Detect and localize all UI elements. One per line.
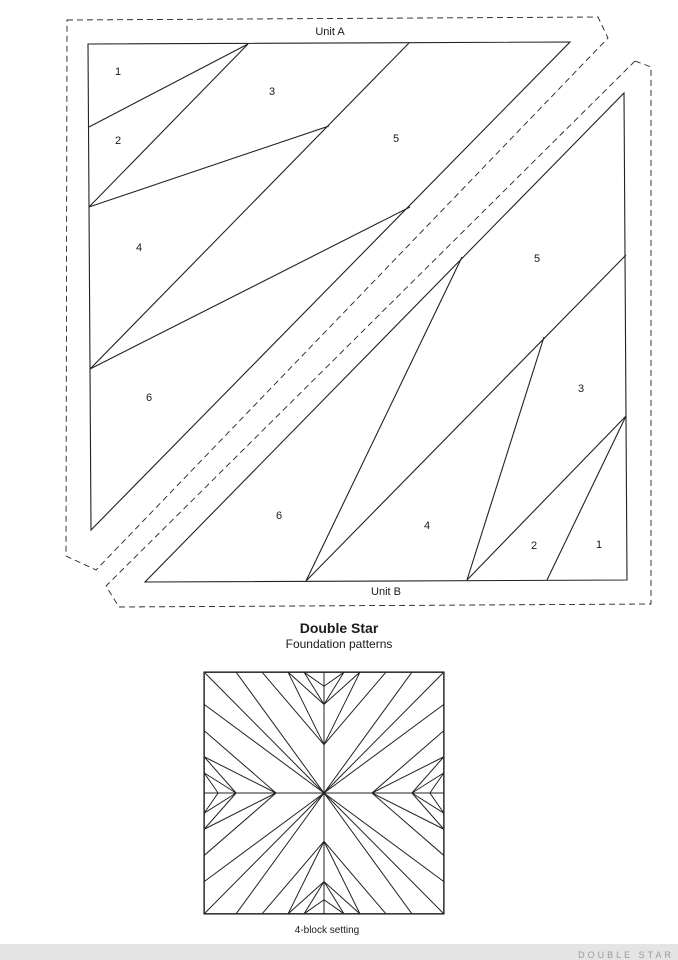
unit-b-outline	[145, 93, 627, 582]
unit-a-line-2	[89, 44, 248, 207]
page-edge-strip	[0, 944, 678, 960]
unit-a-line-3	[89, 126, 329, 207]
unit-b-seam-allowance	[106, 61, 651, 607]
unit-a-line-5	[90, 207, 410, 369]
unit-a-piece-2: 2	[114, 135, 122, 147]
unit-b-piece-1: 1	[595, 539, 603, 551]
unit-a-piece-4: 4	[135, 242, 143, 254]
unit-b-piece-4: 4	[423, 520, 431, 532]
unit-b-line-5	[306, 257, 462, 581]
unit-a-piece-3: 3	[268, 86, 276, 98]
four-block-setting-diagram	[200, 668, 448, 918]
unit-a-line-1	[89, 44, 248, 127]
unit-b-line-1	[547, 416, 626, 580]
pattern-subtitle: Foundation patterns	[285, 637, 393, 651]
unit-b-piece-2: 2	[530, 540, 538, 552]
unit-b-piece-3: 3	[577, 383, 585, 395]
unit-a-piece-6: 6	[145, 392, 153, 404]
unit-b-piece-5: 5	[533, 253, 541, 265]
unit-b-label: Unit B	[371, 586, 401, 598]
unit-a-piece-1: 1	[114, 66, 122, 78]
unit-a-label: Unit A	[315, 26, 345, 38]
unit-b-piece-6: 6	[275, 510, 283, 522]
setting-caption: 4-block setting	[294, 925, 360, 936]
unit-a-piece-5: 5	[392, 133, 400, 145]
unit-b-line-4	[306, 255, 626, 581]
unit-a-line-4	[90, 43, 409, 369]
page-footer: DOUBLE STAR	[578, 950, 674, 960]
unit-a-outline	[88, 42, 570, 530]
unit-b-line-2	[467, 416, 626, 580]
pattern-title: Double Star	[299, 620, 379, 636]
unit-a-seam-allowance	[66, 17, 608, 570]
